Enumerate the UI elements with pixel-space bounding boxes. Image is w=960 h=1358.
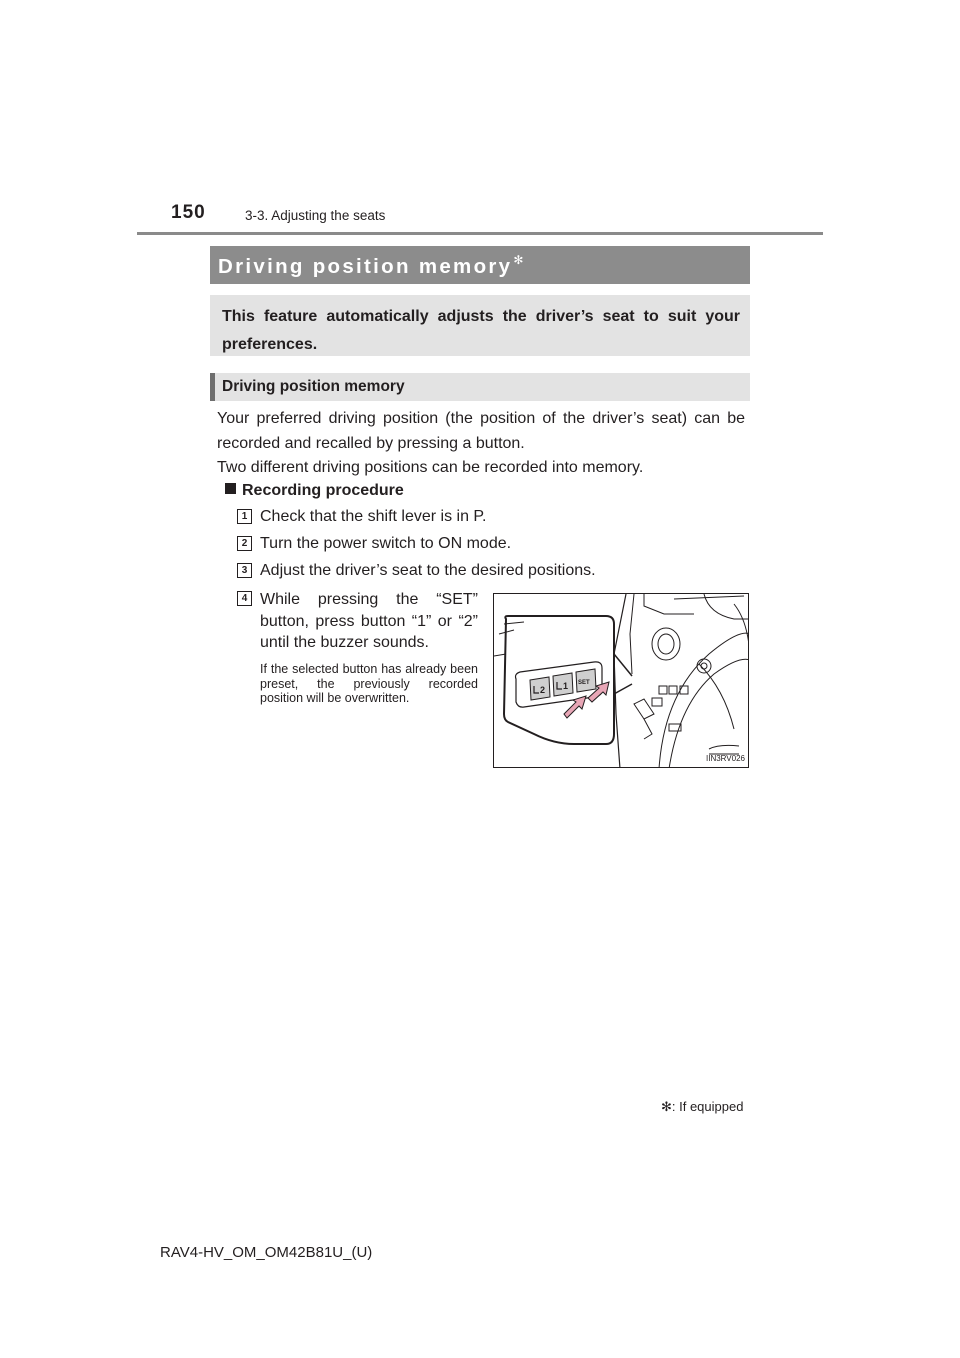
subheading-accent [210, 373, 215, 401]
paragraph-memory: Two different driving positions can be recorded into memory. [217, 459, 644, 476]
bullet-heading-text: Recording procedure [242, 482, 404, 499]
step-text: Check that the shift lever is in P. [260, 508, 487, 525]
memory-switch-illustration [493, 593, 749, 768]
step-number: 4 [237, 591, 252, 606]
step-note: If the selected button has already been preset, the previously recorded position will be overwritten. [260, 662, 478, 705]
step-number: 2 [237, 536, 252, 551]
press-button-1-arrow [564, 696, 586, 718]
page-number: 150 [171, 202, 206, 223]
if-equipped-mark: ✻ [513, 253, 524, 267]
memory-button-2-label: 2 [540, 685, 546, 695]
step-text: Turn the power switch to ON mode. [260, 535, 512, 552]
step-text: While pressing the “SET” button, press button “1” or “2” until the buzzer sounds. [260, 591, 478, 651]
intro-text: This feature automatically adjusts the driver’s seat to suit your preferences. [222, 308, 740, 353]
illustration-code: IIN3RV026 [706, 754, 745, 763]
memory-button-1-label: 1 [563, 681, 569, 691]
step-text: Adjust the driver’s seat to the desired positions. [260, 562, 596, 579]
square-bullet-icon [225, 483, 236, 494]
manual-code-footer: RAV4-HV_OM_OM42B81U_(U) [160, 1244, 373, 1261]
step-number: 3 [237, 563, 252, 578]
header-rule [137, 232, 823, 235]
section-title [218, 253, 523, 279]
chapter-title: 3-3. Adjusting the seats [245, 208, 386, 223]
footnote: ✻: If equipped [661, 1099, 744, 1114]
section-title-text: Driving position memory [218, 255, 513, 278]
paragraph-intro: Your preferred driving position (the position of the driver’s seat) can be recorded and recalled by pressing a button. [217, 410, 745, 452]
subheading: Driving position memory [222, 378, 405, 395]
set-button-label: SET [578, 680, 590, 686]
illustration-drawing [494, 594, 749, 768]
bullet-heading [225, 482, 404, 500]
step-number: 1 [237, 509, 252, 524]
